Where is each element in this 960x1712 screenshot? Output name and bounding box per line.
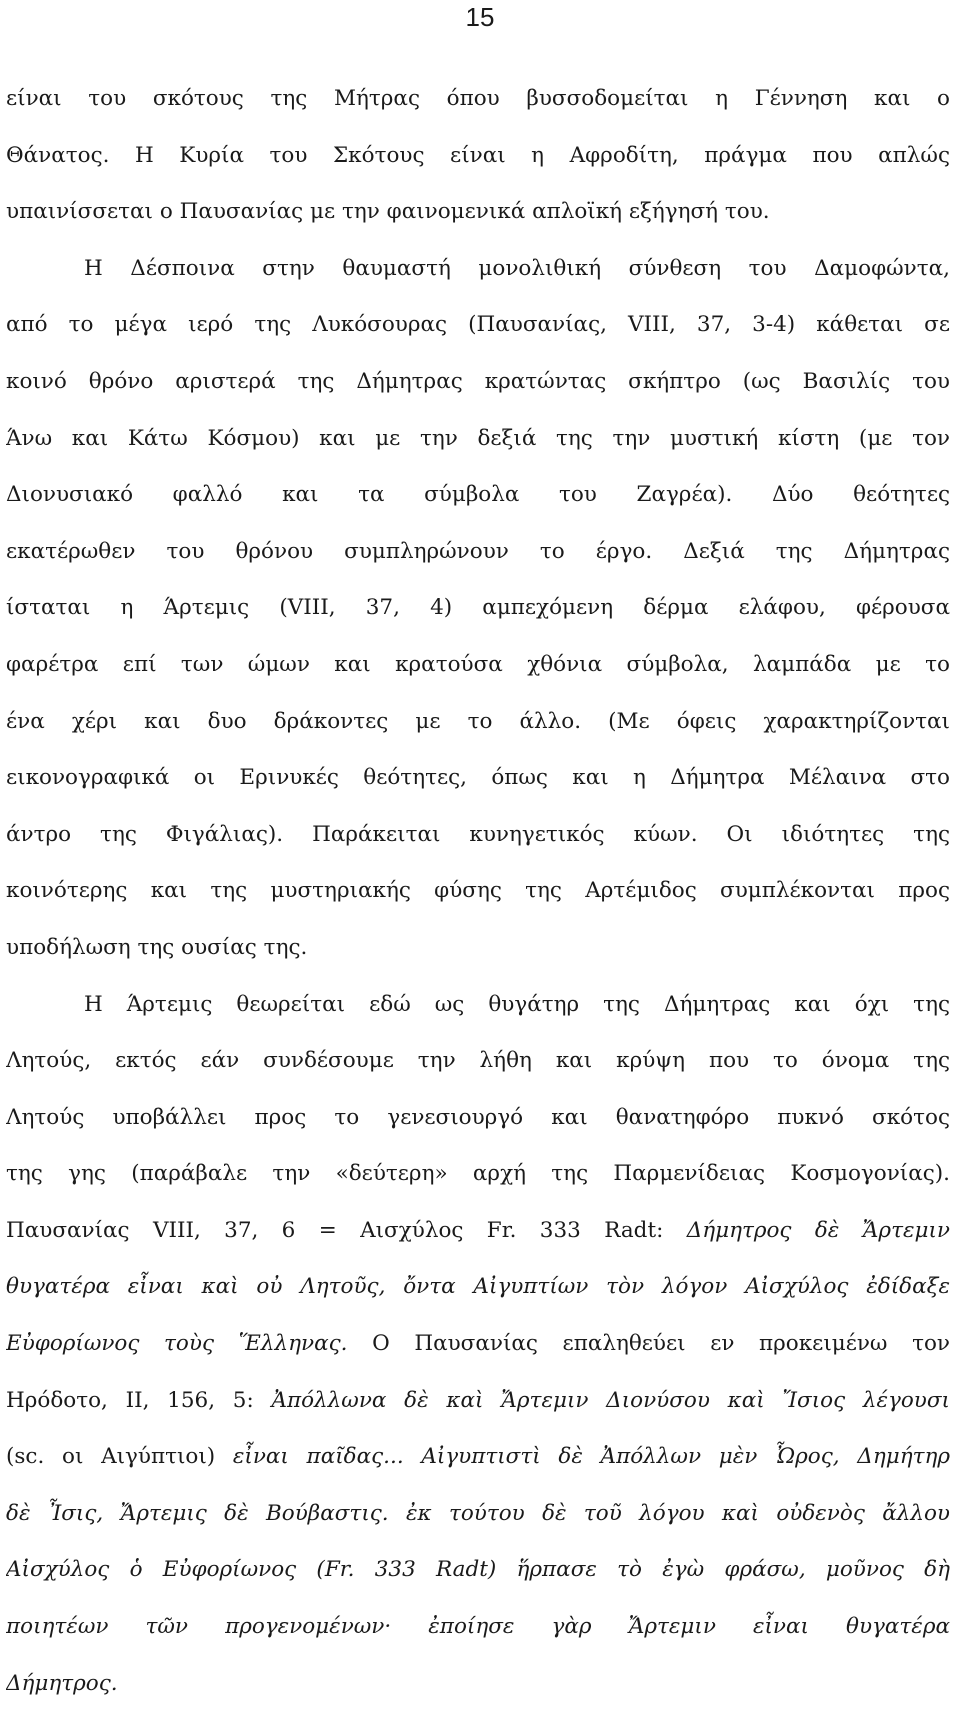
- text-line: [6, 354, 950, 411]
- text-line: [6, 71, 950, 128]
- italic-quote-segment: θυγατέρα εἶναι καὶ οὐ Λητοῦς, ὄντα Αἰγυπτίων τὸν λόγον Αἰσχύλος ἐδίδαξε: [6, 1274, 950, 1299]
- text-line: [6, 241, 950, 298]
- text-segment: ίσταται η Άρτεμις (VIII, 37, 4) αμπεχόμενη δέρμα ελάφου, φέρουσα: [6, 595, 950, 620]
- italic-quote-segment: εἶναι παῖδας... Αἰγυπτιστὶ δὲ Ἀπόλλων μὲν Ὦρος, Δημήτηρ: [233, 1444, 950, 1469]
- italic-quote-segment: Εὐφορίωνος τοὺς Ἕλληνας.: [6, 1331, 347, 1356]
- text-segment: Η Άρτεμις θεωρείται εδώ ως θυγάτηρ της Δήμητρας και όχι της: [84, 992, 950, 1017]
- text-segment: εικονογραφικά οι Ερινυκές θεότητες, όπως και η Δήμητρα Μέλαινα στο: [6, 765, 950, 790]
- text-line: [6, 1486, 950, 1543]
- paragraph: [6, 241, 950, 977]
- text-segment: Ηρόδοτο, II, 156, 5:: [6, 1388, 271, 1413]
- text-segment: υποδήλωση της ουσίας της.: [6, 935, 307, 960]
- text-line: [6, 1599, 950, 1656]
- text-line: [6, 1033, 950, 1090]
- text-line: [6, 128, 950, 185]
- text-segment: από το μέγα ιερό της Λυκόσουρας (Παυσανίας, VIII, 37, 3-4) κάθεται σε: [6, 312, 950, 337]
- text-segment: εκατέρωθεν του θρόνου συμπληρώνουν το έργο. Δεξιά της Δήμητρας: [6, 539, 950, 564]
- italic-quote-segment: ποιητέων τῶν προγενομένων· ἐποίησε γὰρ Ἄρτεμιν εἶναι θυγατέρα: [6, 1614, 950, 1639]
- text-segment: Η Δέσποινα στην θαυμαστή μονολιθική σύνθεση του Δαμοφώντα,: [84, 256, 950, 281]
- text-line: [6, 1429, 950, 1486]
- text-line: [6, 920, 950, 977]
- text-segment: Θάνατος. Η Κυρία του Σκότους είναι η Αφροδίτη, πράγμα που απλώς: [6, 143, 950, 168]
- text-segment: άντρο της Φιγάλιας). Παράκειται κυνηγετικός κύων. Οι ιδιότητες της: [6, 822, 950, 847]
- text-segment: ένα χέρι και δυο δράκοντες με το άλλο. (Με όφεις χαρακτηρίζονται: [6, 709, 950, 734]
- text-line: [6, 1316, 950, 1373]
- text-line: [6, 467, 950, 524]
- text-line: [6, 411, 950, 468]
- text-line: [6, 1373, 950, 1430]
- italic-quote-segment: Δήμητρος.: [6, 1671, 118, 1696]
- text-line: [6, 1146, 950, 1203]
- text-line: [6, 1542, 950, 1599]
- italic-quote-segment: Δήμητρος δὲ Ἄρτεμιν: [687, 1218, 950, 1243]
- text-line: [6, 863, 950, 920]
- text-segment: κοινότερης και της μυστηριακής φύσης της Αρτέμιδος συμπλέκονται προς: [6, 878, 950, 903]
- italic-quote-segment: Ἀπόλλωνα δὲ καὶ Ἄρτεμιν Διονύσου καὶ Ἴσιος λέγουσι: [271, 1388, 950, 1413]
- text-segment: Παυσανίας VIII, 37, 6 = Αισχύλος Fr. 333 Radt:: [6, 1218, 687, 1243]
- text-line: [6, 807, 950, 864]
- text-segment: κοινό θρόνο αριστερά της Δήμητρας κρατώντας σκήπτρο (ως Βασιλίς του: [6, 369, 950, 394]
- page-number: 15: [0, 2, 960, 32]
- text-segment: υπαινίσσεται ο Παυσανίας με την φαινομενικά απλοϊκή εξήγησή του.: [6, 199, 770, 224]
- text-segment: είναι του σκότους της Μήτρας όπου βυσσοδομείται η Γέννηση και ο: [6, 86, 950, 111]
- paragraph: [6, 71, 950, 241]
- italic-quote-segment: Αἰσχύλος ὁ Εὐφορίωνος (Fr. 333 Radt) ἥρπασε τὸ ἐγὼ φράσω, μοῦνος δὴ: [6, 1557, 950, 1582]
- text-segment: Ο Παυσανίας επαληθεύει εν προκειμένω τον: [347, 1331, 950, 1356]
- text-line: [6, 1090, 950, 1147]
- text-line: [6, 1656, 950, 1712]
- text-line: [6, 637, 950, 694]
- text-line: [6, 977, 950, 1034]
- text-segment: Λητούς, εκτός εάν συνδέσουμε την λήθη και κρύψη που το όνομα της: [6, 1048, 950, 1073]
- document-body: [6, 71, 950, 1712]
- text-line: [6, 1203, 950, 1260]
- text-line: [6, 1259, 950, 1316]
- text-line: [6, 580, 950, 637]
- paragraph: [6, 977, 950, 1712]
- text-segment: της γης (παράβαλε την «δεύτερη» αρχή της Παρμενίδειας Κοσμογονίας).: [6, 1161, 950, 1186]
- text-line: [6, 524, 950, 581]
- text-segment: Λητούς υποβάλλει προς το γενεσιουργό και θανατηφόρο πυκνό σκότος: [6, 1105, 950, 1130]
- text-segment: (sc. οι Αιγύπτιοι): [6, 1444, 233, 1469]
- italic-quote-segment: δὲ Ἶσις, Ἄρτεμις δὲ Βούβαστις. ἐκ τούτου δὲ τοῦ λόγου καὶ οὐδενὸς ἄλλου: [6, 1501, 950, 1526]
- text-line: [6, 694, 950, 751]
- text-line: [6, 297, 950, 354]
- text-segment: Άνω και Κάτω Κόσμου) και με την δεξιά της την μυστική κίστη (με τον: [6, 426, 950, 451]
- text-segment: Διονυσιακό φαλλό και τα σύμβολα του Ζαγρέα). Δύο θεότητες: [6, 482, 950, 507]
- text-line: [6, 750, 950, 807]
- text-segment: φαρέτρα επί των ώμων και κρατούσα χθόνια σύμβολα, λαμπάδα με το: [6, 652, 950, 677]
- text-line: [6, 184, 950, 241]
